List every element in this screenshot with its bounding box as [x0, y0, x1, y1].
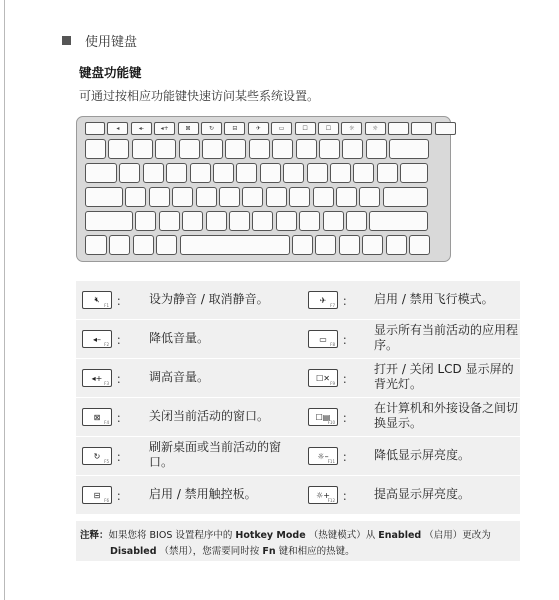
keyboard-key — [260, 163, 281, 183]
function-key-description: 打开 / 关闭 LCD 显示屏的背光灯。 — [374, 362, 514, 391]
keyboard-key: ◂- — [131, 122, 152, 135]
note-text: 键和相应的热键。 — [275, 546, 355, 557]
subsection-title: 键盘功能键 — [79, 65, 142, 80]
keyboard-key — [383, 187, 428, 207]
keyboard-key — [252, 211, 273, 231]
keyboard-key — [213, 163, 234, 183]
keyboard-key — [266, 187, 287, 207]
colon: ： — [116, 411, 129, 425]
volume-up-icon: ◂+ F3 — [82, 369, 112, 387]
keyboard-key — [411, 122, 432, 135]
keyboard-key — [289, 187, 310, 207]
note-hotkey-mode: Hotkey Mode — [235, 530, 306, 541]
keyboard-row-4 — [85, 211, 428, 231]
keyboard-key — [330, 163, 351, 183]
keyboard-key — [307, 163, 328, 183]
note-disabled: Disabled — [110, 546, 157, 557]
close-window-icon: ⊠ F4 — [82, 408, 112, 426]
keyboard-key — [299, 211, 320, 231]
keyboard-key — [386, 235, 407, 255]
keyboard-key — [85, 187, 123, 207]
keyboard-key — [313, 187, 334, 207]
keyboard-key — [172, 187, 193, 207]
keyboard-key — [236, 163, 257, 183]
colon: ： — [116, 333, 129, 347]
keyboard-key — [125, 187, 146, 207]
colon: ： — [342, 333, 355, 347]
brightness-up-icon: ☼+ F12 — [308, 486, 338, 504]
keyboard-key — [400, 163, 428, 183]
keyboard-key — [389, 139, 429, 159]
keyboard-key — [353, 163, 374, 183]
function-key-description: 降低显示屏亮度。 — [374, 448, 471, 462]
note-line-1 — [80, 527, 491, 541]
keyboard-key — [219, 187, 240, 207]
keyboard-key — [85, 235, 107, 255]
keyboard-key — [182, 211, 203, 231]
keyboard-key — [388, 122, 409, 135]
touchpad-icon: ⊟ F6 — [82, 486, 112, 504]
keyboard-key — [108, 139, 129, 159]
keyboard-key — [346, 211, 367, 231]
colon: ： — [342, 294, 355, 308]
keyboard-key — [85, 211, 133, 231]
note-text: （启用）更改为 — [424, 530, 491, 541]
keyboard-row-1 — [85, 139, 429, 159]
lcd-backlight-icon: ☐✕ F9 — [308, 369, 338, 387]
function-key-row-5 — [76, 437, 520, 475]
keyboard-key — [133, 235, 154, 255]
keyboard-key — [366, 139, 387, 159]
keyboard-key: ⊠ — [178, 122, 199, 135]
keyboard-key — [85, 163, 117, 183]
keyboard-row-3 — [85, 187, 428, 207]
keyboard-key — [435, 122, 456, 135]
keyboard-key — [179, 139, 200, 159]
keyboard-key — [276, 211, 297, 231]
function-key-description: 显示所有当前活动的应用程序。 — [374, 323, 519, 352]
function-key-row — [85, 122, 456, 135]
keyboard-key — [323, 211, 344, 231]
colon: ： — [116, 294, 129, 308]
keyboard-key: ↻ — [201, 122, 222, 135]
note-line-2 — [110, 543, 355, 557]
note-fn: Fn — [262, 546, 276, 557]
keyboard-key: ◂+ — [154, 122, 175, 135]
keyboard-key: ☼ — [365, 122, 386, 135]
keyboard-key — [242, 187, 263, 207]
keyboard-key — [319, 139, 340, 159]
section-heading — [62, 31, 137, 50]
function-key-description: 关闭当前活动的窗口。 — [149, 409, 270, 423]
mute-icon: 🔇︎ F1 — [82, 291, 112, 309]
keyboard-key — [85, 122, 105, 135]
keyboard-key: ⊟ — [224, 122, 245, 135]
refresh-icon: ↻ F5 — [82, 447, 112, 465]
function-key-description: 启用 / 禁用飞行模式。 — [374, 292, 494, 306]
keyboard-illustration — [76, 116, 451, 262]
page-left-rule — [4, 0, 5, 600]
colon: ： — [342, 372, 355, 386]
brightness-down-icon: ☼– F11 — [308, 447, 338, 465]
keyboard-key — [229, 211, 250, 231]
colon: ： — [116, 489, 129, 503]
volume-down-icon: ◂– F2 — [82, 330, 112, 348]
keyboard-key — [149, 187, 170, 207]
function-key-description: 在计算机和外接设备之间切换显示。 — [374, 401, 519, 430]
keyboard-key — [272, 139, 293, 159]
keyboard-key — [342, 139, 363, 159]
note-text: 从 — [365, 530, 379, 541]
keyboard-key — [296, 139, 317, 159]
keyboard-key — [249, 139, 270, 159]
colon: ： — [116, 372, 129, 386]
keyboard-row-2 — [85, 163, 428, 183]
function-key-description: 降低音量。 — [149, 331, 210, 345]
note-enabled: Enabled — [378, 530, 422, 541]
keyboard-row-5 — [85, 235, 430, 255]
colon: ： — [116, 450, 129, 464]
keyboard-keys — [85, 122, 442, 256]
keyboard-key — [377, 163, 398, 183]
display-switch-icon: ☐▤ F10 — [308, 408, 338, 426]
keyboard-key — [166, 163, 187, 183]
keyboard-key — [362, 235, 383, 255]
keyboard-key — [119, 163, 140, 183]
keyboard-key — [336, 187, 357, 207]
function-key-description: 调高音量。 — [149, 370, 210, 384]
spacebar-key — [180, 235, 290, 255]
keyboard-key — [225, 139, 246, 159]
section-bullet-icon — [62, 36, 71, 45]
colon: ： — [342, 450, 355, 464]
keyboard-key — [196, 187, 217, 207]
function-key-row-6 — [76, 476, 520, 514]
note-text: （热键模式） — [308, 530, 366, 541]
colon: ： — [342, 489, 355, 503]
keyboard-key — [190, 163, 211, 183]
keyboard-key — [202, 139, 223, 159]
function-key-row-3 — [76, 359, 520, 397]
function-key-row-2 — [76, 320, 520, 358]
function-key-description: 设为静音 / 取消静音。 — [149, 292, 269, 306]
function-key-row-1 — [76, 281, 520, 319]
function-key-description: 启用 / 禁用触控板。 — [149, 487, 257, 501]
keyboard-key — [369, 211, 428, 231]
function-key-row-4 — [76, 398, 520, 436]
subsection-description: 可通过按相应功能键快速访问某些系统设置。 — [79, 89, 320, 103]
keyboard-key: ✈ — [248, 122, 269, 135]
keyboard-key — [339, 235, 360, 255]
airplane-mode-icon: ✈ F7 — [308, 291, 338, 309]
keyboard-key — [206, 211, 227, 231]
keyboard-key — [143, 163, 164, 183]
keyboard-key — [135, 211, 156, 231]
keyboard-key — [292, 235, 313, 255]
section-title: 使用键盘 — [85, 35, 138, 50]
keyboard-key: ☐ — [318, 122, 339, 135]
keyboard-key — [315, 235, 336, 255]
keyboard-key — [109, 235, 130, 255]
function-key-description: 刷新桌面或当前活动的窗口。 — [149, 440, 282, 469]
keyboard-key — [156, 235, 177, 255]
colon: ： — [342, 411, 355, 425]
note-text: 如果您将 BIOS 设置程序中的 — [108, 530, 236, 541]
app-switch-icon: ▭ F8 — [308, 330, 338, 348]
note-prefix: 注释： — [80, 530, 109, 541]
keyboard-key — [283, 163, 304, 183]
keyboard-key — [85, 139, 106, 159]
keyboard-key — [155, 139, 176, 159]
note-box — [76, 521, 520, 561]
note-text: （禁用），您需要同时按 — [159, 546, 263, 557]
keyboard-key — [409, 235, 430, 255]
keyboard-key — [159, 211, 180, 231]
keyboard-key: ☼ — [341, 122, 362, 135]
keyboard-key: ◂ — [107, 122, 128, 135]
keyboard-key: ▭ — [271, 122, 292, 135]
keyboard-key — [132, 139, 153, 159]
keyboard-key: ☐ — [295, 122, 316, 135]
function-key-description: 提高显示屏亮度。 — [374, 487, 471, 501]
keyboard-key — [359, 187, 380, 207]
